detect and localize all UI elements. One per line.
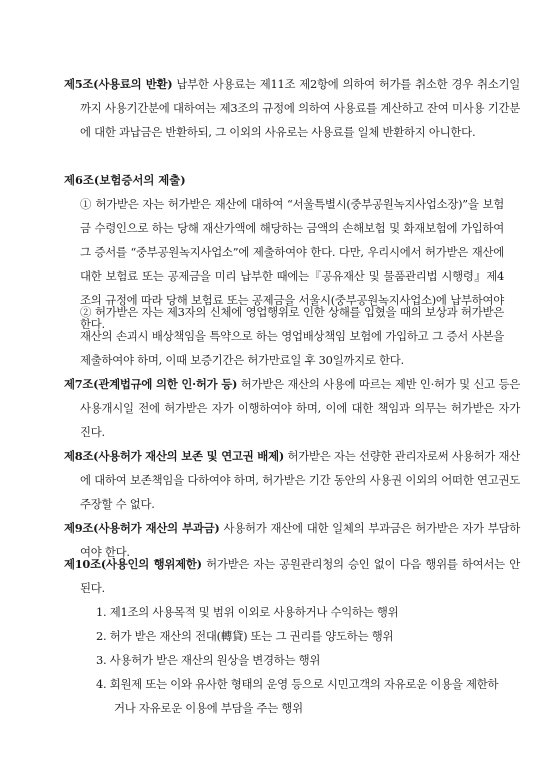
- article-5-title: 제5조(사용료의 반환): [64, 77, 173, 91]
- list-item: 2. 허가 받은 재산의 전대(轉貸) 또는 그 권리를 양도하는 행위: [96, 629, 394, 643]
- article-10-title: 제10조(사용인의 행위제한): [64, 557, 202, 571]
- article-8: [64, 444, 520, 516]
- article-7-body: 허가받은 재산의 사용에 따르는 제반 인·허가 및 신고 등은 사용개시일 전에 허가받은 자가 이행하여야 하며, 이에 대한 책임과 의무는 허가받은 자가 진다.: [80, 377, 520, 439]
- article-8-title: 제8조(사용허가 재산의 보존 및 연고권 배제): [64, 449, 284, 463]
- article-8-body: 허가받은 자는 선량한 관리자로써 사용허가 재산에 대하여 보존책임을 다하여야 하며, 허가받은 기간 동안의 사용권 이외의 어떠한 연고권도 주장할 수 없다.: [80, 449, 521, 511]
- list-item: 1. 제1조의 사용목적 및 범위 이외로 사용하거나 수익하는 행위: [96, 605, 399, 619]
- article-5: [64, 72, 520, 144]
- article-9-title: 제9조(사용허가 재산의 부과금): [64, 521, 220, 535]
- article-7-title: 제7조(관계법규에 의한 인·허가 등): [64, 377, 238, 391]
- article-10-list: [96, 600, 506, 720]
- article-10-body: 허가받은 자는 공원관리청의 승인 없이 다음 행위를 하여서는 안된다.: [80, 557, 520, 595]
- article-5-body: 납부한 사용료는 제11조 제2항에 의하여 허가를 취소한 경우 취소기일까지 사용기간분에 대하여는 제3조의 규정에 의하여 사용료를 계산하고 잔여 미사용 기간분에 대한 과납금은 반환하되, 그 이외의 사유로는 사용료를 일체 반환하지 아니한다.: [80, 77, 521, 139]
- article-6-paragraph-1: ① 허가받은 자는 허가받은 재산에 대하여 “서울특별시(중부공원녹지사업소장)”을 보험금 수령인으로 하는 당해 재산가액에 해당하는 금액의 손해보험 및 화재보험에 가입하여 그 증서를 “중부공원녹지사업소”에 제출하여야 한다. 다만, 우리시에서 허가받은 재산에 대한 보험료 또는 공제금을 미리 납부한 때에는『공유재산 및 물품관리법 시행령』제4조의 규정에 따라 당해 보험료 또는 공제금을 서울시(중부공원녹지사업소)에 납부하여야 한다.: [80, 197, 504, 331]
- article-6-paragraph-2: ② 허가받은 자는 제3자의 신체에 영업행위로 인한 상해를 입혔을 때의 보상과 허가받은 재산의 손괴시 배상책임을 특약으로 하는 영업배상책임 보험에 가입하고 그 증서 사본을 제출하여야 하며, 이때 보증기간은 허가만료일 후 30일까지로 한다.: [80, 305, 504, 367]
- article-9-body: 사용허가 재산에 대한 일체의 부과금은 허가받은 자가 부담하여야 한다.: [80, 521, 520, 559]
- article-6-title: 제6조(보험증서의 제출): [64, 173, 186, 187]
- article-7: [64, 372, 520, 444]
- article-10: [64, 552, 520, 600]
- list-item: 4. 회원제 또는 이와 유사한 형태의 운영 등으로 시민고객의 자유로운 이용을 제한하거나 자유로운 이용에 부담을 주는 행위: [96, 677, 499, 715]
- list-item: 3. 사용허가 받은 재산의 원상을 변경하는 행위: [96, 653, 321, 667]
